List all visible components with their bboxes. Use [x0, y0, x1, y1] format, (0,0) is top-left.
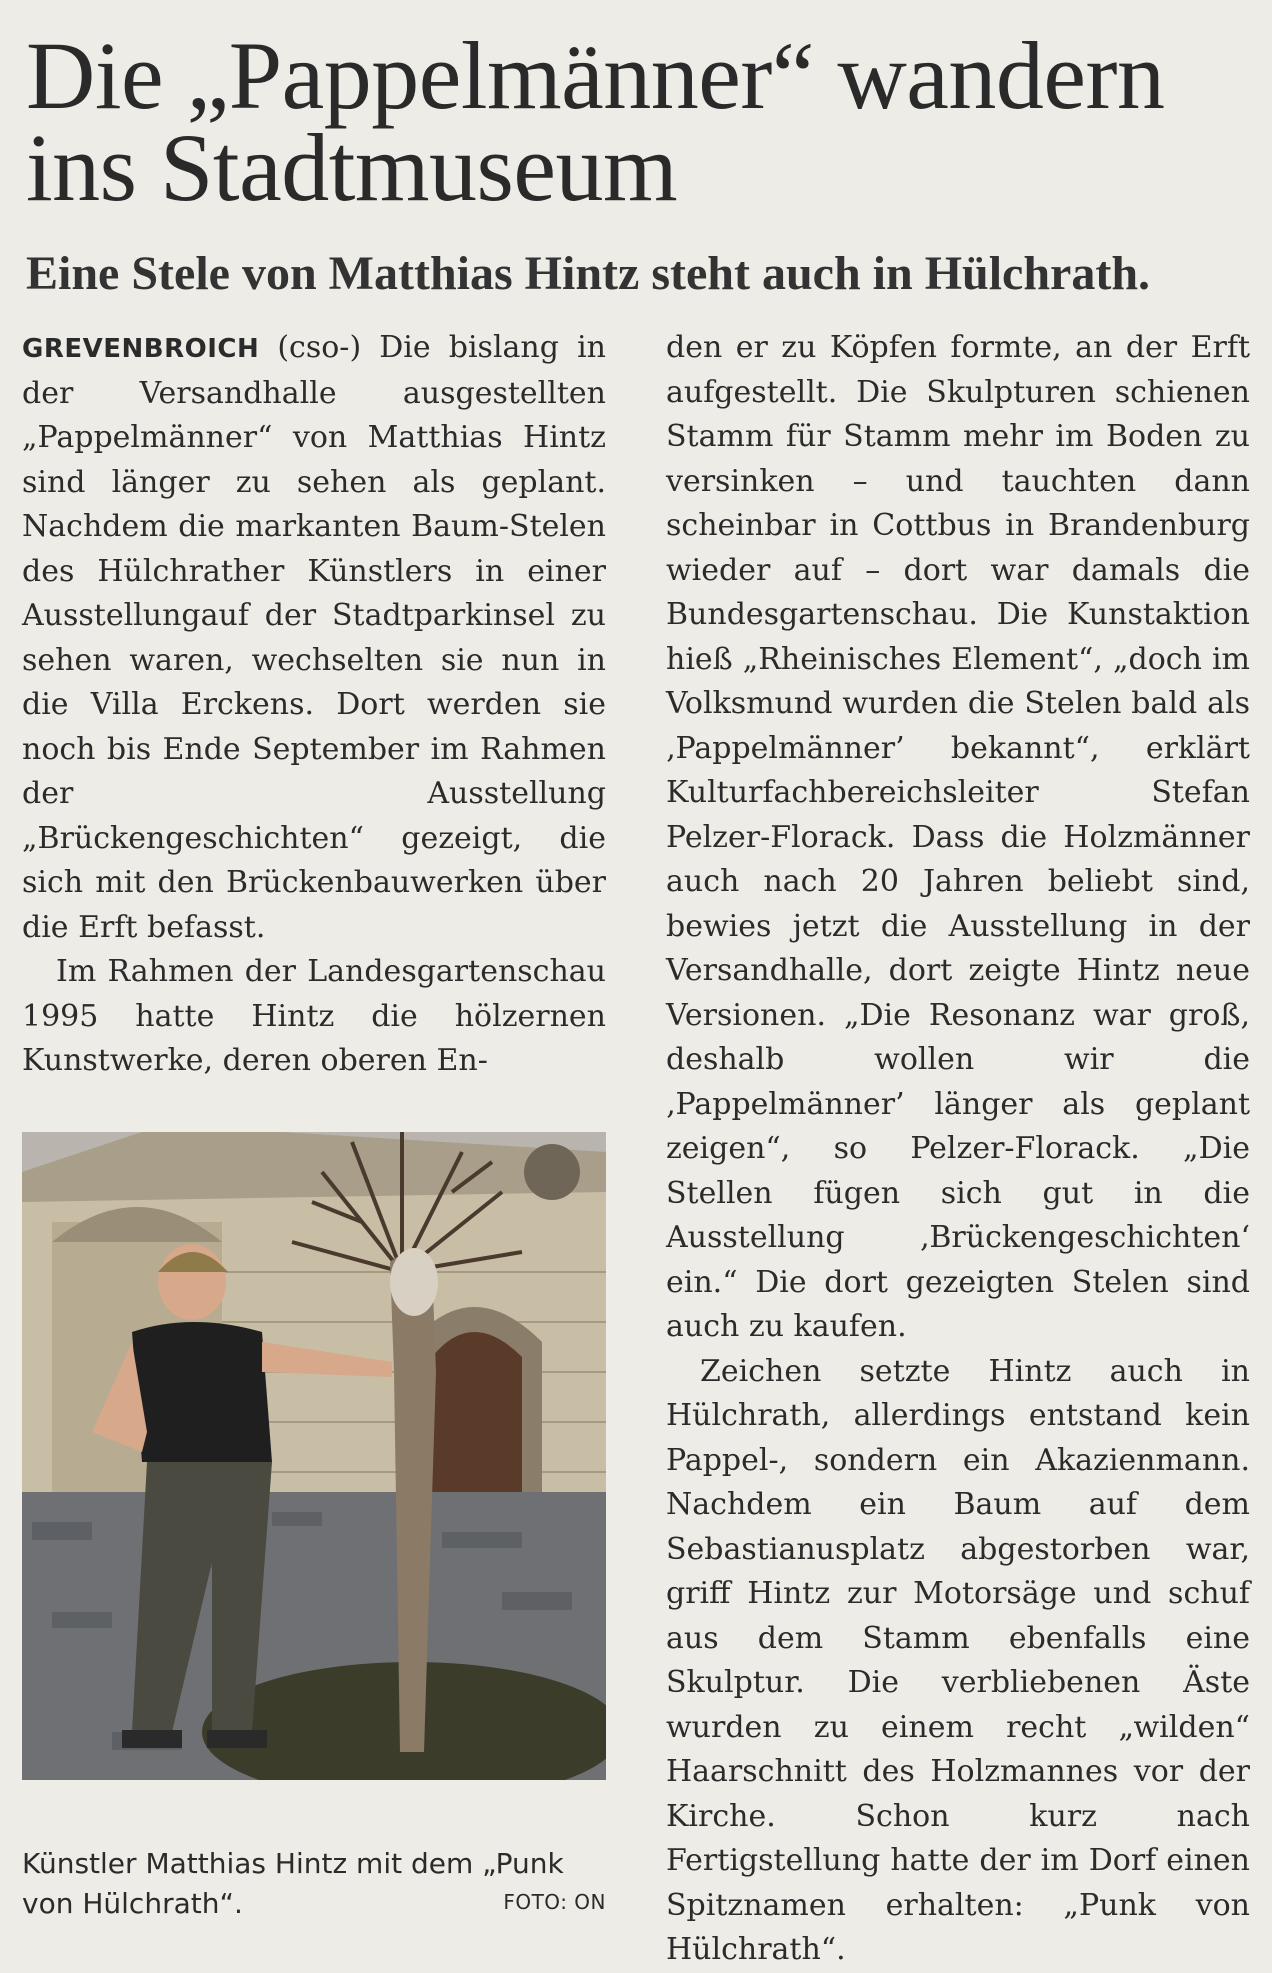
lead-paragraph [22, 326, 606, 950]
headline: Die „Pappelmänner“ wandern ins Stadtmuseum [26, 22, 1165, 221]
caption-text: Künstler Matthias Hintz mit dem „Punk von Hülchrath“. [22, 1847, 564, 1920]
lead-paragraph-text: (cso-) Die bislang in der Versandhalle ausgestellten „Pappelmänner“ von Matthias Hintz sind länger zu sehen als geplant. Nachdem die markanten Baum-Stelen des Hülchrather Künstlers in einer Ausstellungauf der Stadtparkinsel zu sehen waren, wechselten sie nun in die Villa Erckens. Dort werden sie noch bis Ende September im Rahmen der Ausstellung „Brückengeschichten“ gezeigt, die sich mit den Brückenbauwerken über die Erft befasst. [22, 330, 606, 945]
photo-credit: FOTO: ON [503, 1890, 606, 1914]
article-column-left [22, 326, 606, 1084]
article-paragraph: Im Rahmen der Landesgartenschau 1995 hatte Hintz die hölzernen Kunstwerke, deren oberen En- [22, 954, 606, 1078]
dateline: GREVENBROICH [22, 334, 260, 364]
subheadline: Eine Stele von Matthias Hintz steht auch in Hülchrath. [26, 247, 1151, 300]
article-paragraph: Zeichen setzte Hintz auch in Hülchrath, allerdings entstand kein Pappel-, sondern ein Akazienmann. Nachdem ein Baum auf dem Sebastianusplatz abgestorben war, griff Hintz zur Motorsäge und schuf aus dem Stamm ebenfalls eine Skulptur. Die verbliebenen Äste wurden zu einem recht „wilden“ Haarschnitt des Holzmannes vor der Kirche. Schon kurz nach Fertigstellung hatte der im Dorf einen Spitznamen erhalten: „Punk von Hülchrath“. [666, 1353, 1250, 1967]
photo-caption [22, 1844, 606, 1924]
article-paragraph: den er zu Köpfen formte, an der Erft aufgestellt. Die Skulpturen schienen Stamm für Stamm mehr im Boden zu versinken – und tauchten dann scheinbar in Cottbus in Brandenburg wieder auf – dort war damals die Bundesgartenschau. Die Kunstaktion hieß „Rheinisches Element“, „doch im Volksmund wurden die Stelen bald als ‚Pappelmänner’ bekannt“, erklärt Kulturfachbereichsleiter Stefan Pelzer-Florack. Dass die Holzmänner auch nach 20 Jahren beliebt sind, bewies jetzt die Ausstellung in der Versandhalle, dort zeigte Hintz neue Versionen. „Die Resonanz war groß, deshalb wollen wir die ‚Pappelmänner’ länger als geplant zeigen“, so Pelzer-Florack. „Die Stellen fügen sich gut in die Ausstellung ‚Brückengeschichten‘ ein.“ Die dort gezeigten Stelen sind auch zu kaufen. [666, 330, 1250, 1344]
photo-artist-with-sculpture [22, 1132, 606, 1780]
article-column-right [666, 326, 1250, 1973]
article-photo [22, 1132, 606, 1780]
